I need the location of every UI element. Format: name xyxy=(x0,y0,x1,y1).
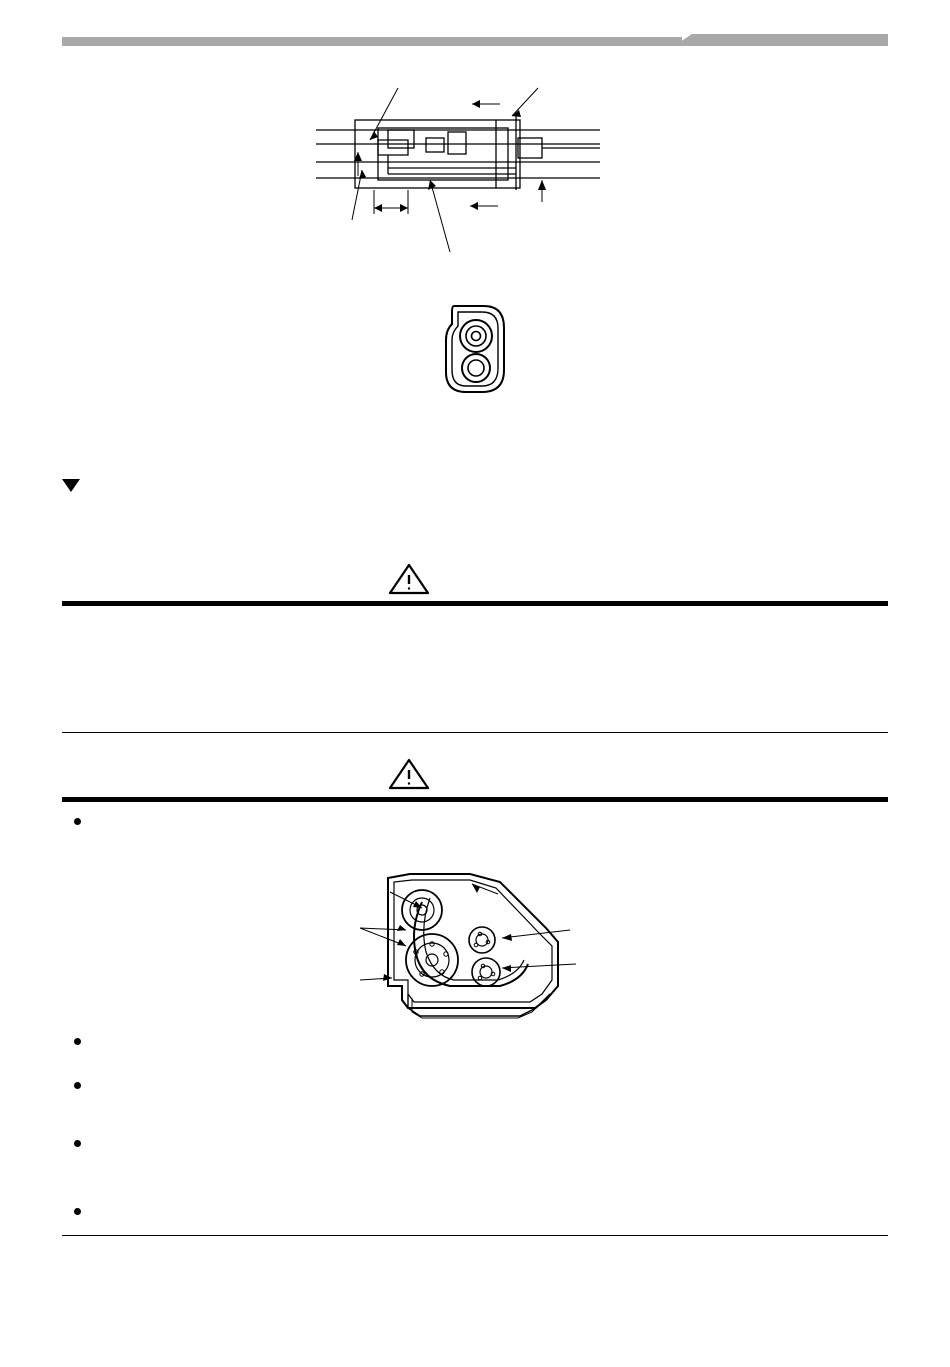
notice-rule-thick-1 xyxy=(62,601,888,606)
warning-triangle-icon-1 xyxy=(388,562,430,601)
twin-bore-bracket-end-view-diagram xyxy=(432,300,522,400)
section-triangle-marker xyxy=(62,479,80,492)
header-bar-left xyxy=(62,37,682,46)
chapter-header-band xyxy=(62,34,888,47)
list-item-bullet xyxy=(74,1038,81,1045)
list-item-bullet xyxy=(74,1082,81,1089)
list-item-bullet xyxy=(74,1140,81,1147)
page-bottom-rule xyxy=(62,1235,888,1236)
serpentine-belt-routing-diagram xyxy=(350,868,600,1033)
list-item-bullet xyxy=(74,818,81,825)
shaft-assembly-cross-section-diagram xyxy=(300,80,620,280)
notice-rule-thick-2 xyxy=(62,797,888,802)
notice-rule-thin-1 xyxy=(62,732,888,733)
header-bar-right xyxy=(674,34,888,46)
list-item-bullet xyxy=(74,1208,81,1215)
warning-triangle-icon-2 xyxy=(388,757,430,796)
